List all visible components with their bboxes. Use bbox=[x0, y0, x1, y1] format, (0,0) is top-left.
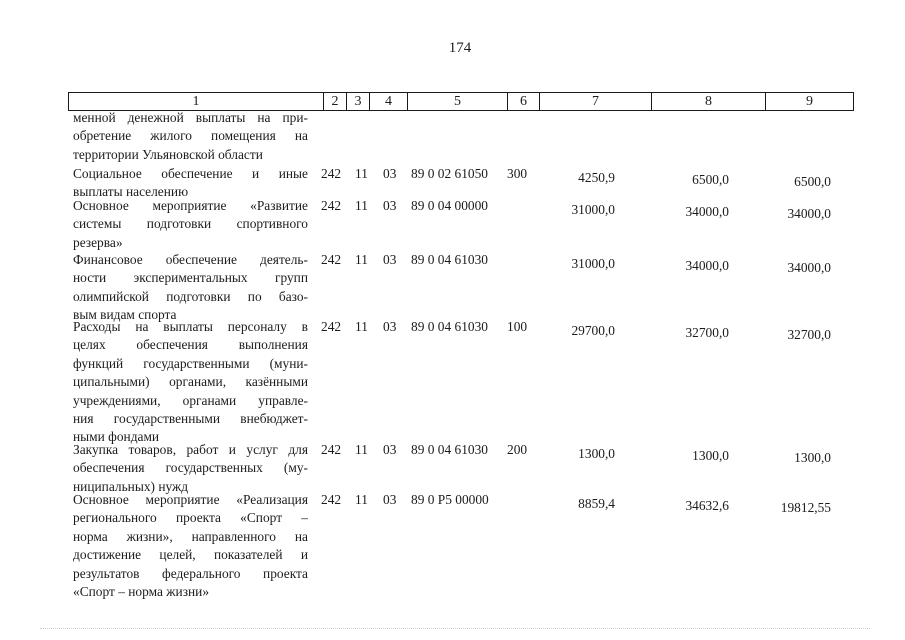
description-line: олимпийской подготовки по базо- bbox=[73, 288, 308, 304]
grbs-code: 242 bbox=[321, 166, 342, 181]
expense-type-code: 300 bbox=[507, 166, 528, 181]
amount-col-9: 1300,0 bbox=[794, 450, 831, 465]
section-code: 11 bbox=[355, 252, 368, 267]
row-description bbox=[73, 109, 308, 164]
target-article-code: 89 0 04 61030 bbox=[411, 252, 488, 267]
grbs-code: 242 bbox=[321, 198, 342, 213]
row-description bbox=[73, 251, 308, 325]
description-line: обеспечения государственных (му- bbox=[73, 460, 308, 476]
header-col-5: 5 bbox=[407, 93, 507, 110]
description-line: Закупка товаров, работ и услуг для bbox=[73, 442, 308, 457]
grbs-code: 242 bbox=[321, 442, 342, 457]
expense-type-code: 100 bbox=[507, 319, 528, 334]
header-col-6: 6 bbox=[507, 93, 539, 110]
description-line: функций государственными (муни- bbox=[73, 355, 308, 371]
header-col-2: 2 bbox=[323, 93, 346, 110]
amount-col-7: 31000,0 bbox=[571, 202, 615, 217]
target-article-code: 89 0 04 00000 bbox=[411, 198, 488, 213]
subsection-code: 03 bbox=[383, 492, 397, 507]
amount-col-9: 34000,0 bbox=[787, 260, 831, 275]
description-line: «Спорт – норма жизни» bbox=[73, 584, 210, 600]
section-code: 11 bbox=[355, 166, 368, 181]
description-line: ципальными) органами, казёнными bbox=[73, 374, 308, 390]
description-line: Основное мероприятие «Развитие bbox=[73, 198, 308, 213]
target-article-code: 89 0 04 61030 bbox=[411, 319, 488, 334]
description-line: ниципальных) нужд bbox=[73, 478, 189, 494]
description-line: резерва» bbox=[73, 234, 123, 250]
description-line: норма жизни», направленного на bbox=[73, 528, 308, 544]
amount-col-8: 1300,0 bbox=[692, 448, 729, 463]
description-line: достижение целей, показателей и bbox=[73, 547, 308, 563]
target-article-code: 89 0 02 61050 bbox=[411, 166, 488, 181]
grbs-code: 242 bbox=[321, 492, 342, 507]
description-line: ными фондами bbox=[73, 429, 160, 445]
amount-col-9: 34000,0 bbox=[787, 206, 831, 221]
subsection-code: 03 bbox=[383, 319, 397, 334]
header-col-9: 9 bbox=[765, 93, 853, 110]
description-line: Основное мероприятие «Реализация bbox=[73, 492, 308, 507]
subsection-code: 03 bbox=[383, 442, 397, 457]
description-line: Финансовое обеспечение деятель- bbox=[73, 252, 308, 267]
subsection-code: 03 bbox=[383, 166, 397, 181]
amount-col-8: 34000,0 bbox=[685, 258, 729, 273]
description-line: обретение жилого помещения на bbox=[73, 128, 308, 144]
header-col-3: 3 bbox=[346, 93, 369, 110]
header-col-1: 1 bbox=[192, 94, 200, 109]
amount-col-7: 1300,0 bbox=[578, 446, 615, 461]
amount-col-8: 6500,0 bbox=[692, 172, 729, 187]
header-col-7: 7 bbox=[539, 93, 651, 110]
section-code: 11 bbox=[355, 492, 368, 507]
description-line: ности экспериментальных групп bbox=[73, 270, 308, 286]
amount-col-8: 32700,0 bbox=[685, 325, 729, 340]
amount-col-8: 34000,0 bbox=[685, 204, 729, 219]
amount-col-7: 29700,0 bbox=[571, 323, 615, 338]
scan-edge-divider bbox=[40, 628, 870, 631]
section-code: 11 bbox=[355, 319, 368, 334]
description-line: территории Ульяновской области bbox=[73, 146, 263, 162]
grbs-code: 242 bbox=[321, 319, 342, 334]
description-line: учреждениями, органами управле- bbox=[73, 392, 308, 408]
header-col-8: 8 bbox=[651, 93, 765, 110]
description-line: вым видам спорта bbox=[73, 307, 177, 323]
amount-col-7: 4250,9 bbox=[578, 170, 615, 185]
grbs-code: 242 bbox=[321, 252, 342, 267]
description-line: выплаты населению bbox=[73, 184, 189, 200]
description-line: системы подготовки спортивного bbox=[73, 216, 308, 232]
target-article-code: 89 0 04 61030 bbox=[411, 442, 488, 457]
amount-col-9: 6500,0 bbox=[794, 174, 831, 189]
page-number: 174 bbox=[448, 40, 472, 56]
row-description bbox=[73, 197, 308, 252]
description-line: целях обеспечения выполнения bbox=[73, 337, 308, 353]
header-col-4: 4 bbox=[369, 93, 407, 110]
row-description bbox=[73, 441, 308, 496]
description-line: ния государственными внебюджет- bbox=[73, 411, 308, 427]
description-line: менной денежной выплаты на при- bbox=[73, 110, 308, 125]
amount-col-9: 19812,55 bbox=[780, 500, 831, 515]
amount-col-7: 31000,0 bbox=[571, 256, 615, 271]
section-code: 11 bbox=[355, 198, 368, 213]
description-line: регионального проекта «Спорт – bbox=[73, 510, 308, 526]
section-code: 11 bbox=[355, 442, 368, 457]
amount-col-8: 34632,6 bbox=[685, 498, 729, 513]
row-description bbox=[73, 318, 308, 447]
expense-type-code: 200 bbox=[507, 442, 528, 457]
subsection-code: 03 bbox=[383, 198, 397, 213]
row-description bbox=[73, 491, 308, 601]
amount-col-7: 8859,4 bbox=[578, 496, 615, 511]
target-article-code: 89 0 P5 00000 bbox=[411, 492, 489, 507]
description-line: Социальное обеспечение и иные bbox=[73, 166, 308, 181]
description-line: результатов федерального проекта bbox=[73, 565, 308, 581]
description-line: Расходы на выплаты персоналу в bbox=[73, 319, 308, 334]
subsection-code: 03 bbox=[383, 252, 397, 267]
amount-col-9: 32700,0 bbox=[787, 327, 831, 342]
